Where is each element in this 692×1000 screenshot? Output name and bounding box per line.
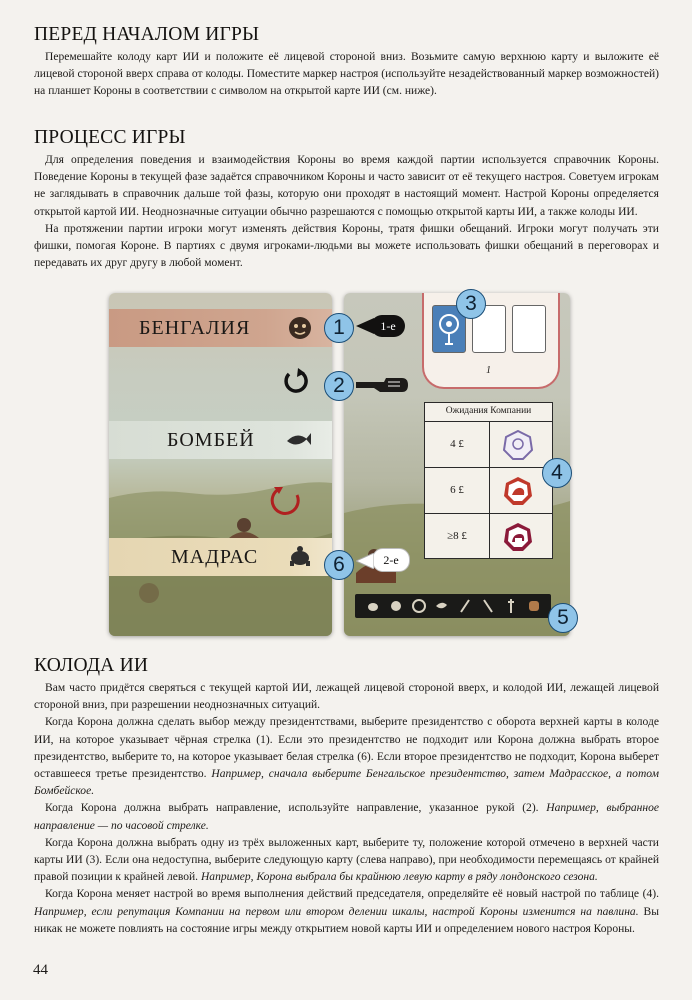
white-arrow-tag: 2-е bbox=[372, 548, 410, 572]
tiger-icon bbox=[287, 315, 313, 341]
callout-6: 6 bbox=[324, 550, 354, 580]
callout-3: 3 bbox=[456, 289, 486, 319]
section-ai-deck bbox=[34, 655, 659, 938]
paragraph: Перемешайте колоду карт ИИ и положите её лицевой стороной вниз. Возьмите самую верхнюю карту и выложите её лицевой стороной вверх справа от колоды. Поместите маркер настроя (используйте незадействованный маркер возможностей) на планшет Короны в соответствии с символом на открытой карте ИИ (см. ниже). bbox=[34, 51, 659, 98]
table-row bbox=[425, 468, 552, 514]
lion-icon bbox=[503, 476, 533, 506]
text-run: Когда Корона должна выбрать одну из трёх выложенных карт, выберите ту, положение которой отмечено в верхней части карты ИИ (3). Если она недоступна, выберите следующую карту (слева направо), при необходимости перемещаясь от крайней правой позиции к крайней левой. bbox=[34, 836, 659, 884]
presidency-label: МАДРАС bbox=[171, 545, 259, 568]
lion-icon bbox=[412, 598, 426, 614]
paragraph bbox=[34, 714, 659, 800]
black-arrow-tag: 1-е bbox=[371, 315, 405, 337]
card-position-frame bbox=[422, 293, 560, 389]
card-slot bbox=[512, 305, 546, 353]
text-run: Вы никак не можете повлиять на состояние игры между открытием новой карты ИИ и определением нового настроя Короны. bbox=[34, 905, 659, 935]
presidency-band-madras bbox=[109, 538, 332, 576]
pointing-hand-icon bbox=[356, 372, 408, 398]
section-title: ПЕРЕД НАЧАЛОМ ИГРЫ bbox=[34, 24, 260, 45]
callout-5: 5 bbox=[548, 603, 578, 633]
clockwise-arrow-icon bbox=[281, 365, 311, 395]
example-text: Например, Корона выбрала бы крайнюю левую карту в ряду лондонского сезона. bbox=[200, 871, 598, 884]
tiger-icon bbox=[527, 598, 541, 614]
paragraph: Для определения поведения и взаимодействия Короны во время каждой партии используется справочник Короны. Поведение Короны в текущей фазе задаётся справочником Короны и часто зависит от её текущего настроя. Советуем игрокам не заглядывать в справочник дальше той фазы, которую они проходят в настоящий момент. Настрой Короны определяется открытой картой ИИ. Неоднозначные ситуации обычно разрешаются с помощью открытой карты ИИ, а также колоды ИИ. bbox=[34, 154, 659, 218]
table-row bbox=[425, 422, 552, 468]
table-cell: ≥8 £ bbox=[425, 514, 490, 559]
black-arrow-icon bbox=[356, 318, 374, 334]
sword-icon bbox=[481, 598, 495, 614]
section-title: КОЛОДА ИИ bbox=[34, 655, 149, 676]
elephant-icon bbox=[503, 522, 533, 552]
table-row bbox=[425, 514, 552, 559]
slot-number: 1 bbox=[486, 365, 491, 376]
callout-1: 1 bbox=[324, 313, 354, 343]
text-run: Когда Корона должна выбрать направление, используйте направление, указанное рукой (2). bbox=[45, 802, 539, 815]
example-text: Например, выбранное направление — по часовой стрелке. bbox=[34, 802, 660, 832]
fish-icon bbox=[285, 427, 311, 453]
paragraph: На протяжении партии игроки могут изменять действия Короны, тратя фишки обещаний. Игроки могут получать эти фишки, помогая Короне. В партиях с двумя игроками-людьми вы можете использовать фишки обещаний в переговорах и передавать их друг другу в любой момент. bbox=[34, 222, 659, 270]
text-run: Когда Корона меняет настрой во время выполнения действий председателя, определяйте её новый настрой по таблице (4). bbox=[45, 888, 659, 901]
paragraph: Вам часто придётся сверяться с текущей картой ИИ, лежащей лицевой стороной вверх, и колодой ИИ, лежащей лицевой стороной вниз, при разрешении неоднозначных ситуаций. bbox=[34, 682, 659, 712]
example-text: Например, сначала выберите Бенгальское президентство, затем Мадрасское, а потом Бомбейское. bbox=[34, 768, 659, 798]
peacock-icon bbox=[503, 430, 533, 460]
section-before-game bbox=[34, 24, 659, 101]
presidency-band-bombay bbox=[109, 421, 332, 459]
red-direction-arrow-icon bbox=[269, 483, 303, 517]
mood-icons-strip bbox=[355, 594, 551, 618]
company-expectations-table bbox=[424, 402, 553, 559]
tiger-icon bbox=[389, 598, 403, 614]
section-title: ПРОЦЕСС ИГРЫ bbox=[34, 127, 186, 148]
example-text: Например, если репутация Компании на первом или втором делении шкалы, настрой Короны изменится на павлина. bbox=[34, 905, 639, 918]
turtle-icon bbox=[287, 544, 313, 570]
page-number: 44 bbox=[33, 962, 48, 978]
table-cell: 6 £ bbox=[425, 468, 490, 513]
staff-icon bbox=[504, 598, 518, 614]
presidency-label: БЕНГАЛИЯ bbox=[139, 316, 251, 339]
text-run: Когда Корона должна сделать выбор между президентствами, выберите президентство с оборота верхней карты в колоде ИИ, на которое указывает чёрная стрелка (1). Если это президентство не подходит или Корона должна выбрать второе президентство, выберите то, на которое указывает белая стрелка (6). Если второе президентство не подходит, Корона выберет оставшееся третье президентство. bbox=[34, 716, 659, 781]
turtle-icon bbox=[366, 598, 380, 614]
callout-4: 4 bbox=[542, 458, 572, 488]
section-game-process bbox=[34, 127, 659, 272]
paragraph bbox=[34, 835, 659, 887]
ai-card-back bbox=[109, 293, 332, 636]
sword-icon bbox=[458, 598, 472, 614]
paragraph bbox=[34, 886, 659, 938]
presidency-label: БОМБЕЙ bbox=[167, 428, 255, 451]
table-title: Ожидания Компании bbox=[425, 403, 552, 422]
presidency-band-bengal bbox=[109, 309, 332, 347]
table-cell: 4 £ bbox=[425, 422, 490, 467]
callout-2: 2 bbox=[324, 371, 354, 401]
white-arrow-icon bbox=[356, 553, 374, 569]
fish-icon bbox=[435, 598, 449, 614]
paragraph bbox=[34, 800, 659, 834]
